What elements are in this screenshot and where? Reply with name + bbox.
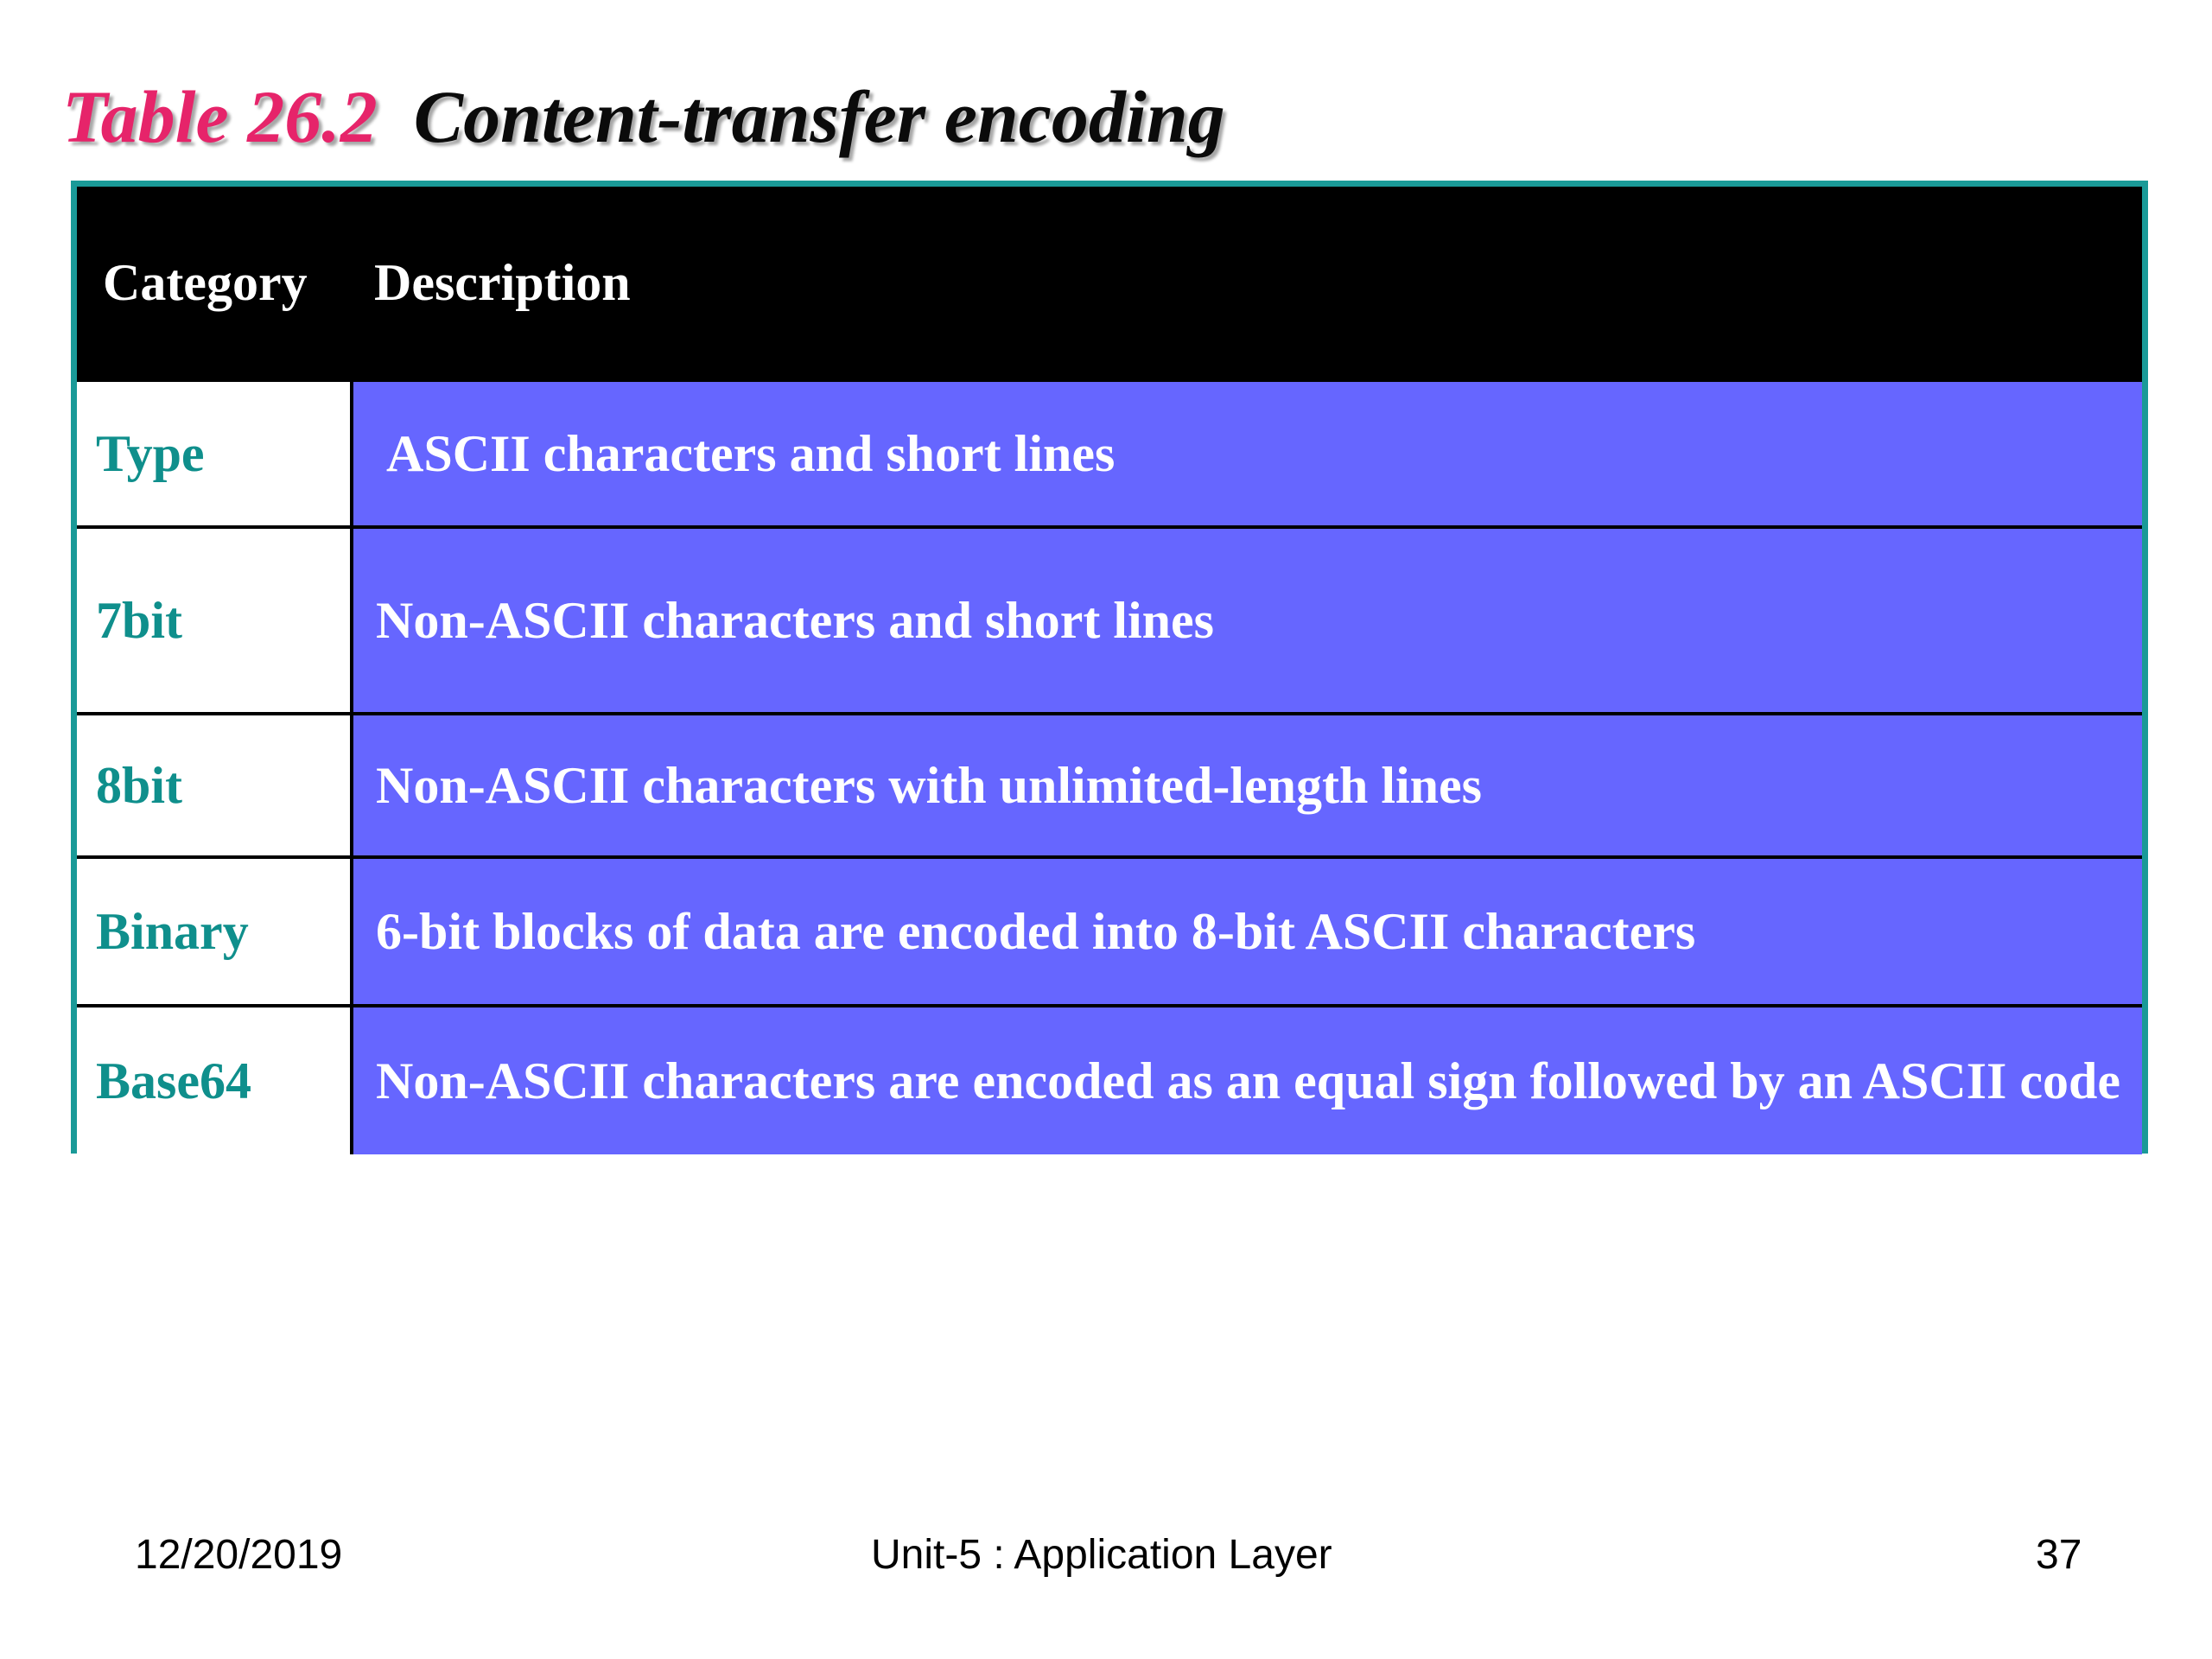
- category-cell: 7bit: [77, 527, 352, 714]
- table-row: [77, 857, 2142, 1006]
- category-cell: Base64: [77, 1006, 352, 1154]
- description-cell: Non-ASCII characters with unlimited-length lines: [352, 714, 2142, 857]
- category-cell: Binary: [77, 857, 352, 1006]
- table-number-label: Table 26.2: [62, 75, 378, 158]
- description-cell: ASCII characters and short lines: [352, 380, 2142, 527]
- content-transfer-encoding-table: [77, 187, 2142, 1154]
- table-header-row: [77, 187, 2142, 380]
- footer-date: 12/20/2019: [135, 1532, 343, 1578]
- description-cell: Non-ASCII characters and short lines: [352, 527, 2142, 714]
- category-cell: Type: [77, 380, 352, 527]
- table-row: [77, 1006, 2142, 1154]
- category-cell: 8bit: [77, 714, 352, 857]
- column-header-description: Description: [352, 187, 2142, 380]
- footer-page-number: 37: [2036, 1532, 2082, 1578]
- column-header-category: Category: [77, 187, 352, 380]
- description-cell: 6-bit blocks of data are encoded into 8-bit ASCII characters: [352, 857, 2142, 1006]
- table-row: [77, 527, 2142, 714]
- table-row: [77, 380, 2142, 527]
- table-caption: Content-transfer encoding: [413, 75, 1225, 158]
- table-row: [77, 714, 2142, 857]
- description-cell: Non-ASCII characters are encoded as an equal sign followed by an ASCII code: [352, 1006, 2142, 1154]
- slide-title: [62, 69, 1225, 164]
- footer-unit-title: Unit-5 : Application Layer: [871, 1532, 1332, 1578]
- encoding-table-frame: [71, 181, 2148, 1154]
